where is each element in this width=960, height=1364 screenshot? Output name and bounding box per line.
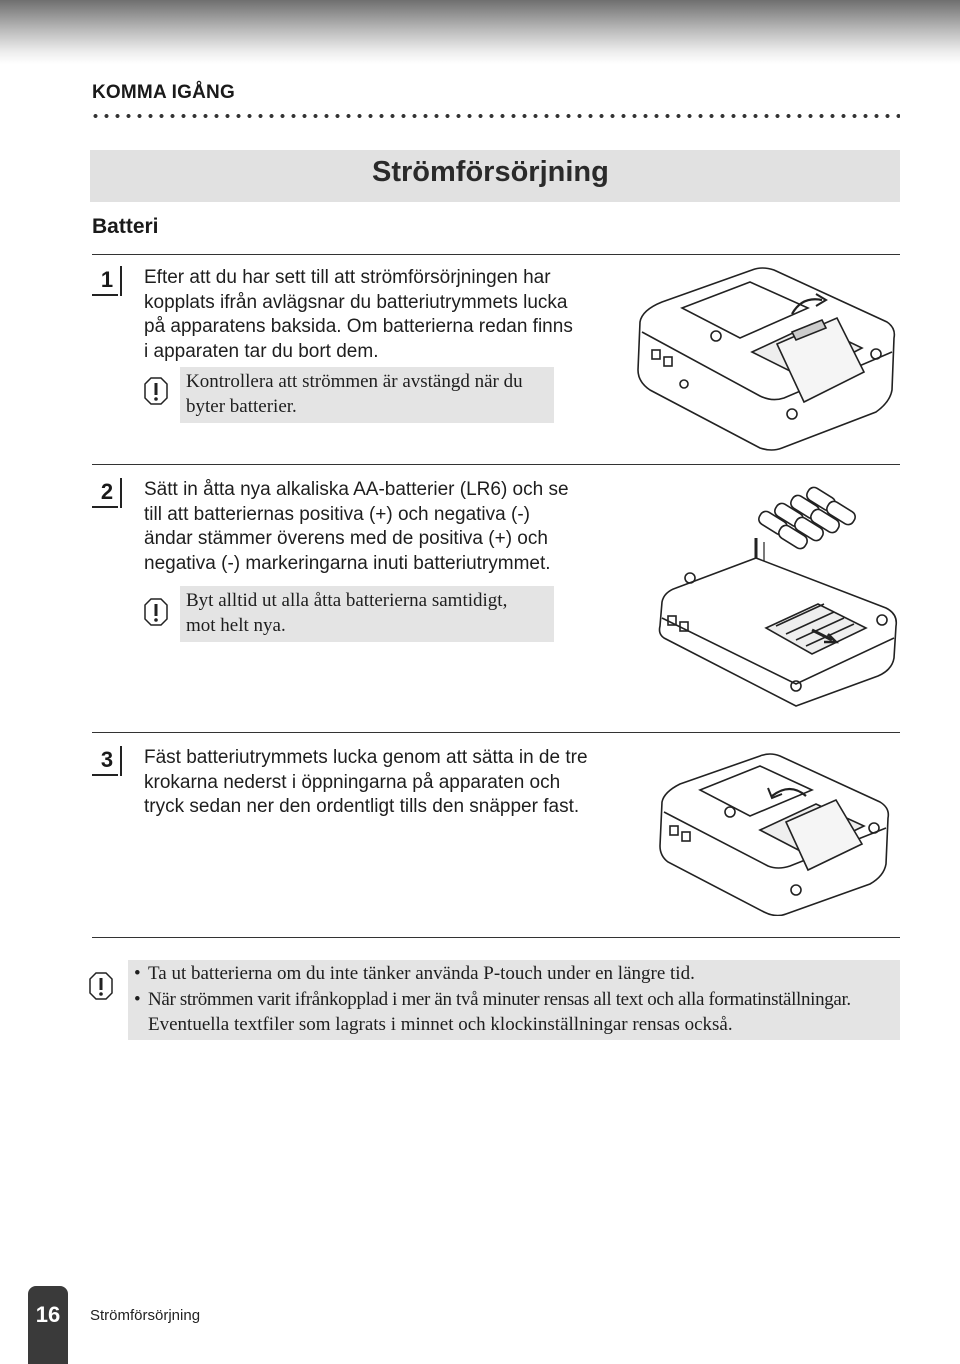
battery-insertion-illustration xyxy=(656,478,900,708)
warning-exclamation-icon xyxy=(88,971,114,1001)
step-number: 1 xyxy=(92,266,122,296)
warning-exclamation-icon xyxy=(143,376,169,406)
dotted-divider xyxy=(90,112,900,120)
step-line: på apparatens baksida. Om batterierna redan finns xyxy=(144,316,573,337)
top-gradient-band xyxy=(0,0,960,64)
page-title: Strömförsörjning xyxy=(372,156,609,188)
list-item-text-continued: Eventuella textfiler som lagrats i minnet och klockinställningar rensas också. xyxy=(148,1014,733,1035)
step-3-text xyxy=(144,746,644,820)
step-number: 2 xyxy=(92,478,122,508)
footer-chapter-label: Strömförsörjning xyxy=(90,1307,201,1324)
device-cover-removal-illustration xyxy=(632,262,900,454)
page-number: 16 xyxy=(35,1302,61,1327)
step-line: till att batteriernas positiva (+) och negativa (-) xyxy=(144,503,530,525)
step-1-note xyxy=(180,367,554,423)
cover-reattach-illustration xyxy=(656,752,892,916)
step-line: Sätt in åtta nya alkaliska AA-batterier (LR6) och se xyxy=(144,479,569,500)
step-divider xyxy=(92,732,900,733)
list-item-text: När strömmen varit ifrånkopplad i mer än två minuter rensas all text och alla formatinställningar. xyxy=(148,988,851,1010)
bullet: • xyxy=(134,963,141,984)
note-line: mot helt nya. xyxy=(186,615,286,636)
section-header: KOMMA IGÅNG xyxy=(92,82,235,103)
warning-list xyxy=(134,961,894,1038)
list-item xyxy=(134,961,894,987)
subsection-heading: Batteri xyxy=(92,215,159,238)
step-line: Efter att du har sett till att strömförsörjningen har xyxy=(144,267,551,288)
step-divider xyxy=(92,254,900,255)
step-line: tryck sedan ner den ordentligt tills den snäpper fast. xyxy=(144,796,580,817)
step-line: kopplats ifrån avlägsnar du batteriutrymmets lucka xyxy=(144,291,568,313)
step-line: i apparaten tar du bort dem. xyxy=(144,340,379,362)
step-2-note xyxy=(180,586,554,642)
list-item-text: Ta ut batterierna om du inte tänker använda P-touch under en längre tid. xyxy=(148,963,695,984)
note-line: byter batterier. xyxy=(186,396,297,417)
bullet: • xyxy=(134,988,141,1010)
step-1-text xyxy=(144,266,634,364)
step-line: Fäst batteriutrymmets lucka genom att sätta in de tre xyxy=(144,747,588,768)
section-divider xyxy=(92,937,900,938)
page-number-tab xyxy=(28,1286,68,1364)
general-warning-note xyxy=(128,960,900,1040)
list-item xyxy=(134,987,894,1038)
step-line: negativa (-) markeringarna inuti batteriutrymmet. xyxy=(144,552,551,574)
note-line: Byt alltid ut alla åtta batterierna samtidigt, xyxy=(186,590,508,611)
step-2-text xyxy=(144,478,634,576)
step-line: krokarna nederst i öppningarna på apparaten och xyxy=(144,771,561,793)
note-line: Kontrollera att strömmen är avstängd när du xyxy=(186,371,523,392)
step-divider xyxy=(92,464,900,465)
step-line: ändar stämmer överens med de positiva (+) och xyxy=(144,528,548,549)
page-title-bar xyxy=(90,150,900,202)
warning-exclamation-icon xyxy=(143,597,169,627)
step-number: 3 xyxy=(92,746,122,776)
